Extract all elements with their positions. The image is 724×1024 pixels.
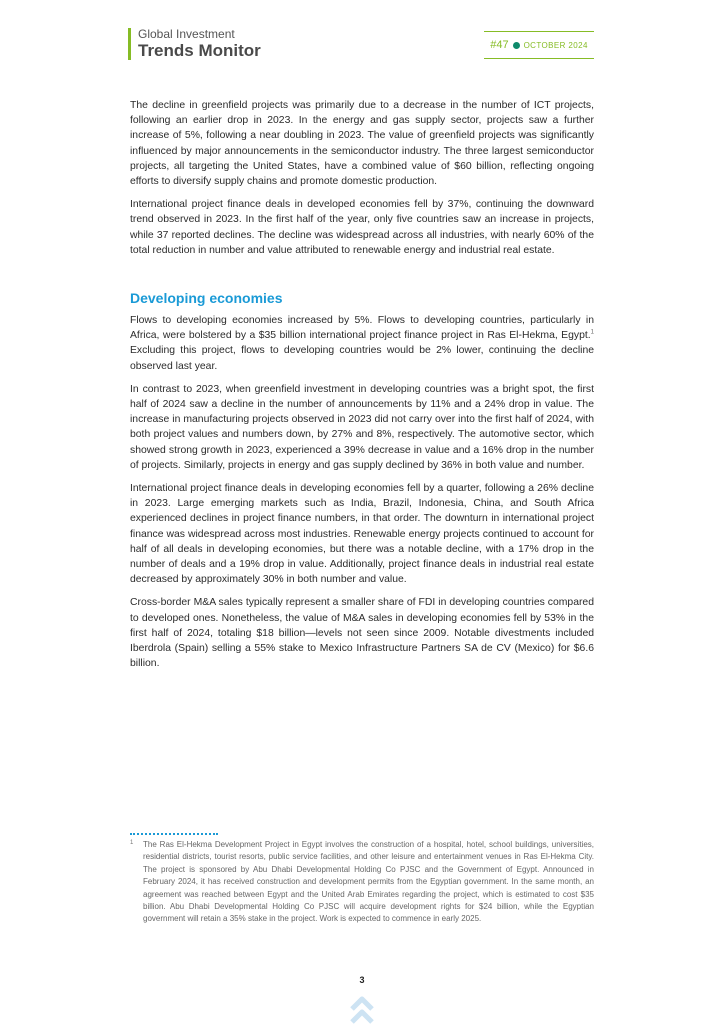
double-chevron-up-icon[interactable] <box>349 995 375 1024</box>
paragraph-greenfield-decline: The decline in greenfield projects was primarily due to a decrease in the number of ICT projects, following an earlier drop in 2023. In the energy and gas supply sector, projects saw a further increase of 5%, following a near doubling in 2023. The value of greenfield projects was significantly influenced by major announcements in the semiconductor industry. The three largest semiconductor projects, all targeting the United States, have a combined value of $60 billion, reflecting ongoing efforts to diversify supply chains and promote domestic production. <box>130 100 594 188</box>
paragraph-greenfield-developing: In contrast to 2023, when greenfield investment in developing countries was a bright spot, the first half of 2024 saw a decline in the number of announcements by 11% and a 24% drop in value. The increase in manufacturing projects observed in 2023 did not carry over into the first half of 2024, with both project values and numbers down, by 27% and 8%, respectively. The automotive sector, which showed strong growth in 2023, experienced a 39% decrease in value and a 16% drop in the number of projects. Similarly, projects in energy and gas supply declined by 36% in both value and number. <box>130 383 594 471</box>
dot-icon <box>513 42 520 49</box>
footnote <box>130 839 594 926</box>
brand-logo <box>128 28 261 60</box>
footnote-reference[interactable]: 1 <box>590 329 594 336</box>
brand-title-line2: Trends Monitor <box>138 41 261 60</box>
main-content <box>130 98 594 680</box>
paragraph-project-finance-developed: International project finance deals in developed economies fell by 37%, continuing the downward trend observed in 2023. In the first half of the year, only five countries saw an increase in projects, while 37 reported declines. The decline was widespread across all industries, with nearly 60% of the total reduction in number and value attributed to renewable energy and industrial real estate. <box>130 199 594 256</box>
paragraph-cross-border-ma: Cross-border M&A sales typically represent a smaller share of FDI in developing countries compared to developed ones. Nonetheless, the value of M&A sales in developing economies fell by 53% in the first half of 2024, totaling $18 billion—levels not seen since 2009. Notable divestments included Iberdrola (Spain) selling a 55% stake to Mexico Infrastructure Partners SA de CV (Mexico) for $6.6 billion. <box>130 597 594 670</box>
section-heading-developing-economies: Developing economies <box>130 290 283 307</box>
paragraph-project-finance-developing: International project finance deals in developing economies fell by a quarter, following a 26% decline in 2023. Large emerging markets such as India, Brazil, Indonesia, China, and South Africa experienced declines in project finance numbers, in that order. The downturn in international project finance was widespread across most industries. Renewable energy projects continued to account for half of all deals in developing economies, but there was a notable decline, with a 17% drop in the number of deals and a 19% drop in value. Additionally, project finance deals in industrial real estate decreased by approximately 30% in both number and value. <box>130 483 594 586</box>
paragraph-developing-flows <box>130 313 594 374</box>
footnote-divider <box>130 833 218 835</box>
issue-date: OCTOBER 2024 <box>523 40 588 50</box>
footnote-text: The Ras El-Hekma Development Project in Egypt involves the construction of a hospital, hotel, school buildings, universities, residential districts, tourist resorts, public service facilities, and other leisure and entertainment venues in Ras El-Hekma City. The project is sponsored by Abu Dhabi Developmental Holding Co PJSC and the Government of Egypt. Announced in February 2024, it has received construction and development permits from the Egyptian government. In the same month, an agreement was reached between Egypt and the United Arab Emirates regarding the project, which is estimated to cost $35 billion. Abu Dhabi Developmental Holding Co PJSC will acquire development rights for $24 billion, while the Egyptian government will retain a 35% stake in the project. Work is expected to commence in early 2025. <box>143 840 594 924</box>
issue-number: #47 <box>490 39 509 51</box>
page-number: 3 <box>359 975 365 985</box>
developing-flows-text-cont: Excluding this project, flows to developing countries would be 2% lower, continuing the decline observed last year. <box>130 345 594 372</box>
brand-title-line1: Global Investment <box>138 27 235 41</box>
developing-flows-text: Flows to developing economies increased by 5%. Flows to developing countries, particularly in Africa, were bolstered by a $35 billion international project finance project in Ras El-Hekma, Egypt. <box>130 315 594 342</box>
footnote-marker: 1 <box>130 840 134 846</box>
issue-info <box>484 31 594 59</box>
